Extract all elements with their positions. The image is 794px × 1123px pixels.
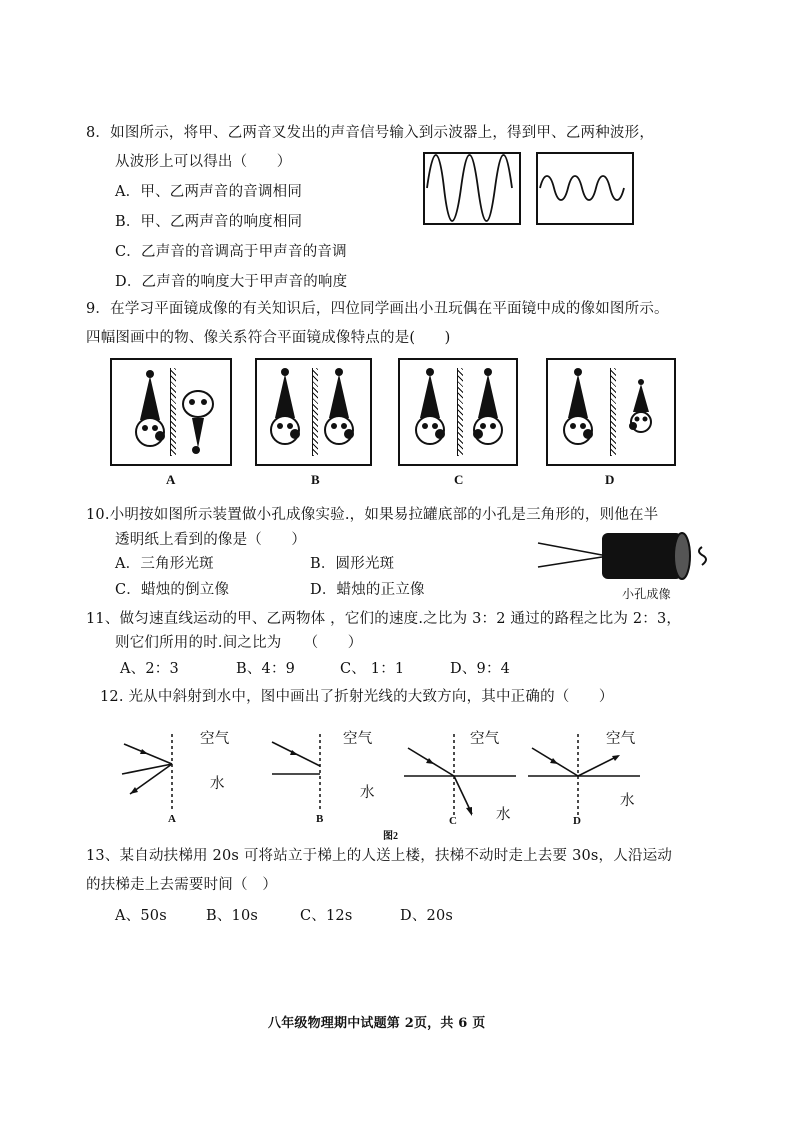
q8-stem-line2: 从波形上可以得出（ ） <box>115 154 292 170</box>
page-footer: 八年级物理期中试题第 2页，共 6 页 <box>268 1016 486 1031</box>
refraction-diagram-a <box>122 734 252 814</box>
q12-air-a: 空气 <box>200 731 230 747</box>
q12-air-c: 空气 <box>470 731 500 747</box>
q12-label-a: A <box>168 813 176 825</box>
refraction-diagram-b <box>270 734 400 814</box>
q13-option-b: B、10s <box>206 908 259 924</box>
mirror-panel-b <box>255 358 372 466</box>
q12-water-c: 水 <box>496 807 511 823</box>
q12-stem: 12. 光从中斜射到水中，图中画出了折射光线的大致方向，其中正确的（ ） <box>100 689 614 705</box>
mirror-panel-c <box>398 358 518 466</box>
q10-stem-line2: 透明纸上看到的像是（ ） <box>115 532 307 548</box>
q8-option-c: C．乙声音的音调高于甲声音的音调 <box>115 244 347 260</box>
pinhole-caption: 小孔成像 <box>622 587 671 601</box>
q9-stem-line1: 9．在学习平面镜成像的有关知识后，四位同学画出小丑玩偶在平面镜中成的像如图所示。 <box>86 301 669 317</box>
q12-label-d: D <box>573 815 581 827</box>
waveform-yi <box>536 152 634 225</box>
q13-option-d: D、20s <box>400 908 454 924</box>
q12-water-a: 水 <box>210 776 225 792</box>
q12-air-b: 空气 <box>343 731 373 747</box>
q11-option-c: C、 1：1 <box>340 661 405 677</box>
q10-option-b: B．圆形光斑 <box>310 556 395 572</box>
waveform-jia <box>423 152 521 225</box>
mirror-label-d: D <box>605 472 615 487</box>
mirror-panel-a <box>110 358 232 466</box>
q11-stem-line2: 则它们所用的时.间之比为 （ ） <box>115 635 363 651</box>
q10-option-d: D．蜡烛的正立像 <box>310 582 425 598</box>
q8-option-b: B．甲、乙两声音的响度相同 <box>115 214 303 230</box>
q11-option-a: A、2：3 <box>120 661 179 677</box>
q8-option-a: A．甲、乙两声音的音调相同 <box>115 184 303 200</box>
q11-option-d: D、9：4 <box>450 661 511 677</box>
q12-label-b: B <box>316 813 324 825</box>
refraction-diagram-c <box>404 734 534 824</box>
q13-option-a: A、50s <box>115 908 167 924</box>
q11-option-b: B、4：9 <box>236 661 296 677</box>
mirror-panel-d <box>546 358 676 466</box>
q13-stem-line1: 13、某自动扶梯用 20s 可将站立于梯上的人送上楼，扶梯不动时走上去要 30s，人沿运动 <box>86 848 673 864</box>
q8-option-d: D．乙声音的响度大于甲声音的响度 <box>115 274 348 290</box>
mirror-label-a: A <box>166 472 176 487</box>
q11-stem-line1: 11、做匀速直线运动的甲、乙两物体 ，它们的速度.之比为 3：2 通过的路程之比为 2：3， <box>86 611 682 627</box>
mirror-label-b: B <box>311 472 320 487</box>
q12-air-d: 空气 <box>606 731 636 747</box>
q10-option-a: A．三角形光斑 <box>115 556 214 572</box>
q9-stem-line2: 四幅图画中的物、像关系符合平面镜成像特点的是( ) <box>86 330 451 346</box>
q10-stem-line1: 10.小明按如图所示装置做小孔成像实验.，如果易拉罐底部的小孔是三角形的，则他在半 <box>86 507 659 523</box>
q12-figure-label: 图2 <box>383 831 398 842</box>
q12-label-c: C <box>449 815 457 827</box>
q12-water-b: 水 <box>360 785 375 801</box>
refraction-diagram-d <box>528 734 658 824</box>
mirror-label-c: C <box>454 472 464 487</box>
q13-option-c: C、12s <box>300 908 353 924</box>
q13-stem-line2: 的扶梯走上去需要时间（ ） <box>86 877 278 893</box>
q10-option-c: C．蜡烛的倒立像 <box>115 582 230 598</box>
q12-water-d: 水 <box>620 793 635 809</box>
q8-stem-line1: 8．如图所示，将甲、乙两音叉发出的声音信号输入到示波器上，得到甲、乙两种波形， <box>86 125 655 141</box>
